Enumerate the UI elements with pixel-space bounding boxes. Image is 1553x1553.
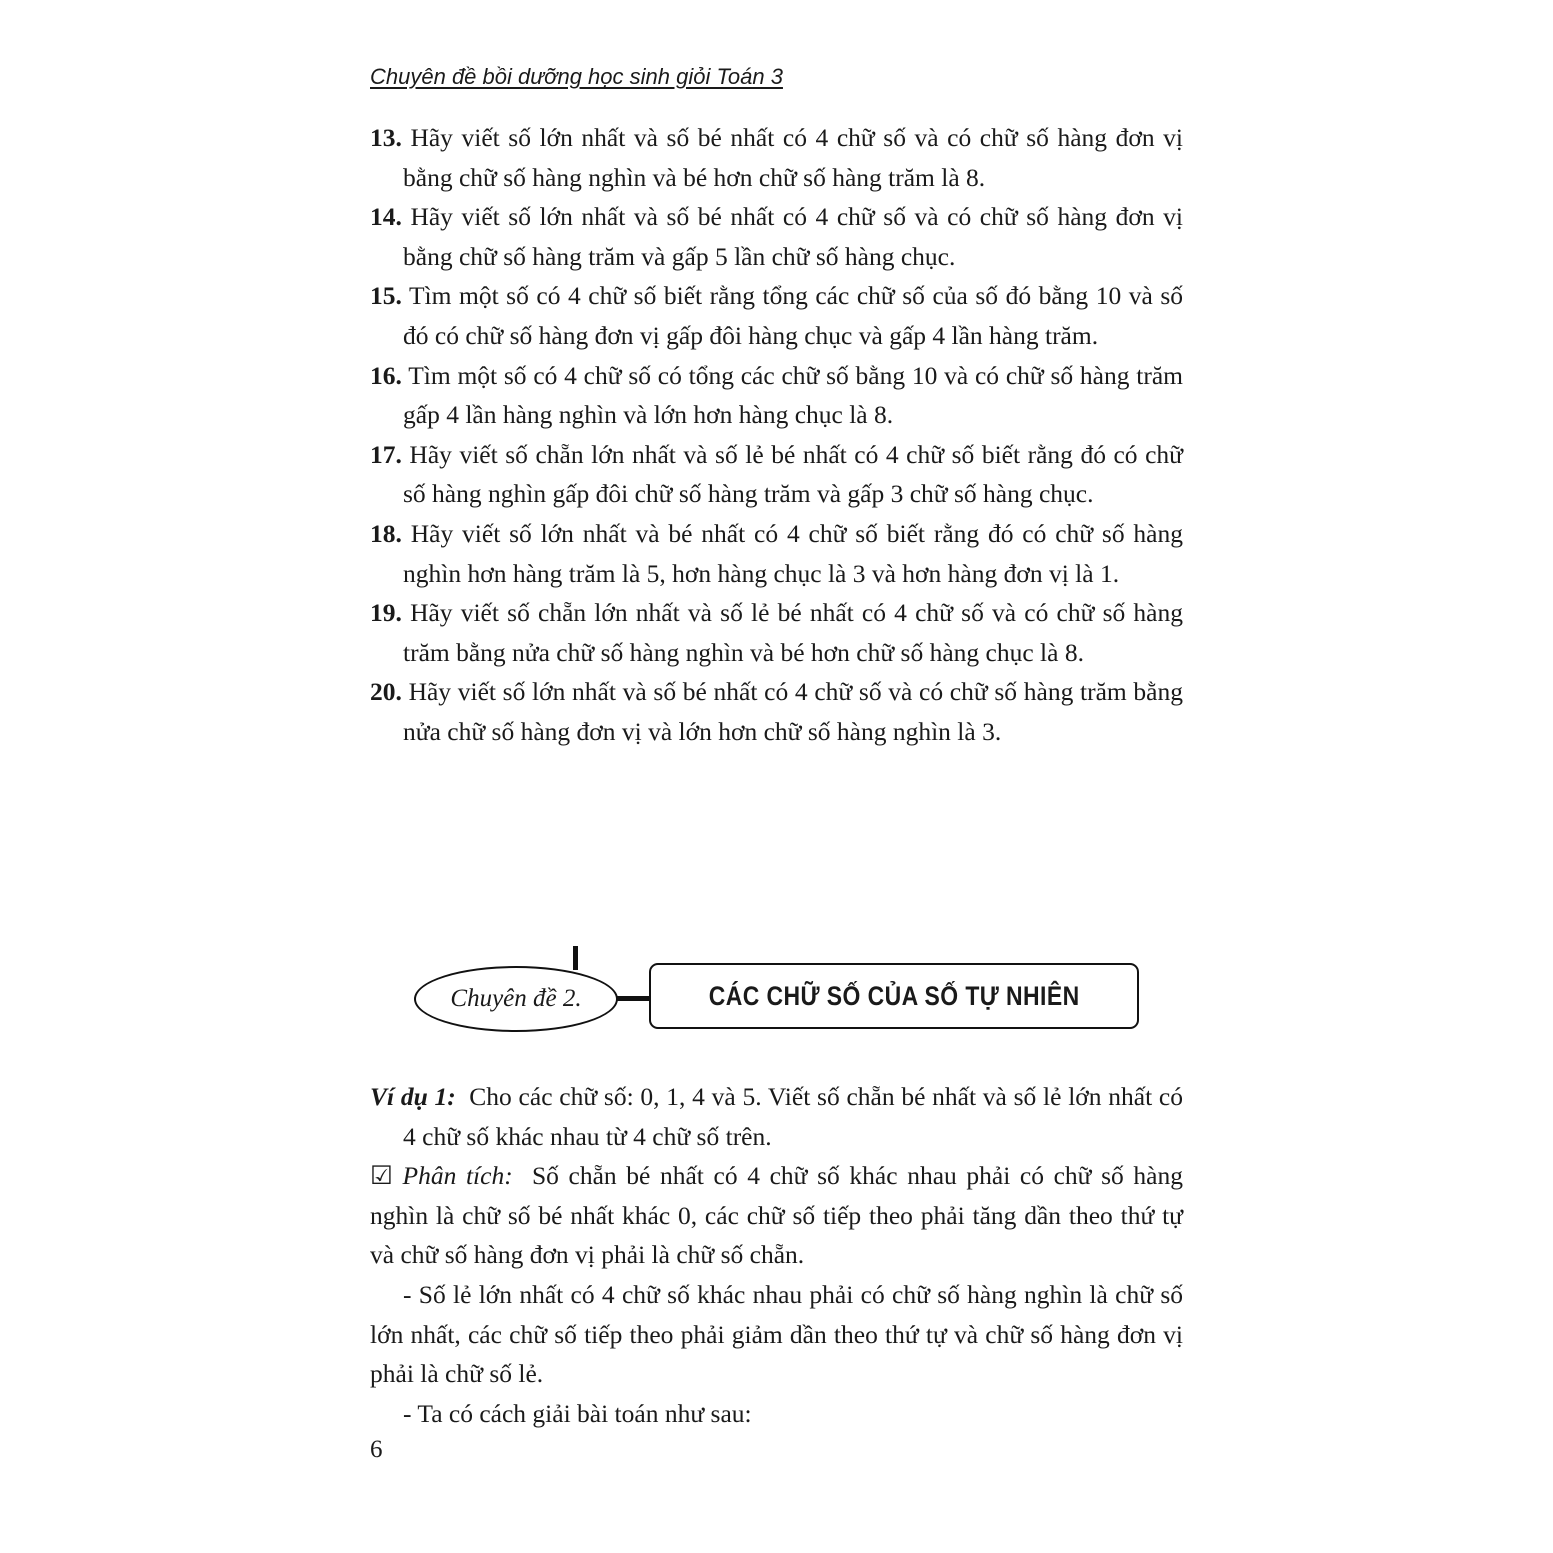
exercise-19: 19. Hãy viết số chẵn lớn nhất và số lẻ bé nhất có 4 chữ số và có chữ số hàng trăm bằng nửa chữ số hàng nghìn và bé hơn chữ số hàng chục là 8. (370, 598, 1183, 667)
section-title: CÁC CHỮ SỐ CỦA SỐ TỰ NHIÊN (708, 980, 1080, 1011)
checkbox-checked-icon: ☑ (370, 1161, 393, 1191)
exercise-20: 20. Hãy viết số lớn nhất và số bé nhất có 4 chữ số và có chữ số hàng trăm bằng nửa chữ số hàng đơn vị và lớn hơn chữ số hàng nghìn là 3. (370, 677, 1184, 746)
analysis-point-1: - Số lẻ lớn nhất có 4 chữ số khác nhau phải có chữ số hàng nghìn là chữ số lớn nhất, các chữ số tiếp theo phải giảm dần theo thứ tự và chữ số hàng đơn vị phải là chữ số lẻ. (370, 1279, 1183, 1389)
section-label-oval: Chuyên đề 2. (414, 966, 618, 1032)
example-block (370, 1077, 1183, 1433)
exercise-16: 16. Tìm một số có 4 chữ số có tổng các chữ số bằng 10 và có chữ số hàng trăm gấp 4 lần hàng nghìn và lớn hơn hàng chục là 8. (370, 360, 1183, 430)
connector-line (617, 996, 650, 1001)
exercise-14: 14. Hãy viết số lớn nhất và số bé nhất có 4 chữ số và có chữ số hàng đơn vị bằng chữ số hàng trăm và gấp 5 lần chữ số hàng chục. (370, 202, 1184, 271)
exercise-13: 13. Hãy viết số lớn nhất và số bé nhất có 4 chữ số và có chữ số hàng đơn vị bằng chữ số hàng nghìn và bé hơn chữ số hàng trăm là 8. (370, 123, 1184, 192)
section-title-box (649, 963, 1139, 1029)
analysis-point-2: - Ta có cách giải bài toán như sau: (403, 1398, 752, 1428)
running-header: Chuyên đề bồi dưỡng học sinh giỏi Toán 3 (370, 64, 783, 89)
page-number: 6 (370, 1436, 383, 1463)
section-banner (412, 944, 1142, 1034)
example-1: Ví dụ 1: Cho các chữ số: 0, 1, 4 và 5. Viết số chẵn bé nhất và số lẻ lớn nhất có 4 chữ số khác nhau từ 4 chữ số trên. (370, 1082, 1184, 1151)
exercise-15: 15. Tìm một số có 4 chữ số biết rằng tổng các chữ số của số đó bằng 10 và số đó có chữ số hàng đơn vị gấp đôi hàng chục và gấp 4 lần hàng trăm. (370, 281, 1183, 350)
exercise-list (370, 118, 1183, 752)
exercise-17: 17. Hãy viết số chẵn lớn nhất và số lẻ bé nhất có 4 chữ số biết rằng đó có chữ số hàng nghìn gấp đôi chữ số hàng trăm và gấp 3 chữ số hàng chục. (370, 439, 1183, 509)
exercise-18: 18. Hãy viết số lớn nhất và bé nhất có 4 chữ số biết rằng đó có chữ số hàng nghìn hơn hàng trăm là 5, hơn hàng chục là 3 và hơn hàng đơn vị là 1. (370, 518, 1183, 588)
analysis-paragraph: ☑ Phân tích: Số chẵn bé nhất có 4 chữ số khác nhau phải có chữ số hàng nghìn là chữ số bé nhất khác 0, các chữ số tiếp theo phải tăng dần theo thứ tự và chữ số hàng đơn vị phải là chữ số chẵn. (370, 1161, 1184, 1270)
connector-line (573, 946, 578, 970)
